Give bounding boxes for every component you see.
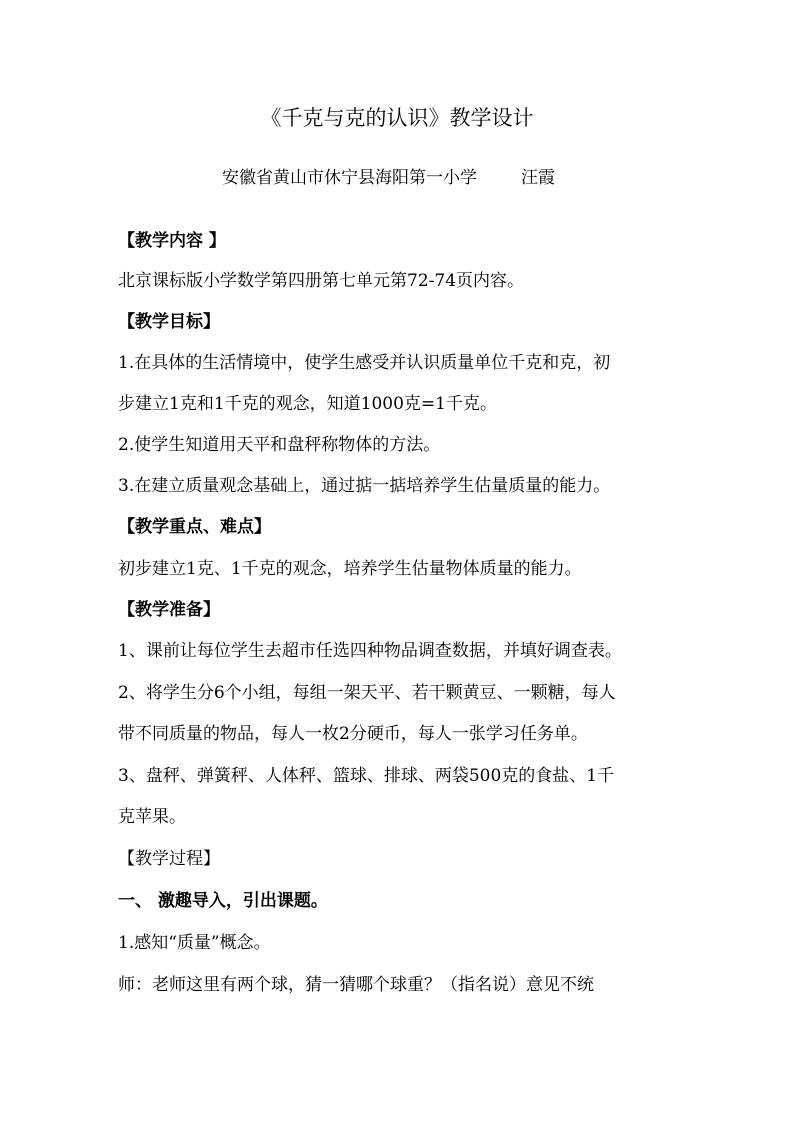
goal-item-1-line-2: 步建立1克和1千克的观念，知道1000克=1千克。 [118,394,497,414]
goals-heading: 【教学目标】 [118,312,220,332]
preparation-item-3-line-1: 3、盘秤、弹簧秤、人体秤、篮球、排球、两袋500克的食盐、1千 [118,766,615,786]
preparation-item-1: 1、课前让每位学生去超市任选四种物品调查数据，并填好调查表。 [118,641,622,661]
key-points-text: 初步建立1克、1千克的观念，培养学生估量物体质量的能力。 [118,559,582,579]
preparation-item-3-line-2: 克苹果。 [118,807,186,827]
author-name: 汪霞 [521,168,555,188]
preparation-item-2-line-1: 2、将学生分6个小组，每组一架天平、若干颗黄豆、一颗糖，每人 [118,683,616,703]
document-title: 《千克与克的认识》教学设计 [260,106,534,130]
content-heading: 【教学内容 】 [118,231,226,251]
goal-item-3: 3.在建立质量观念基础上，通过掂一掂培养学生估量质量的能力。 [118,476,611,496]
preparation-item-2-line-2: 带不同质量的物品，每人一枚2分硬币，每人一张学习任务单。 [118,724,588,744]
process-heading: 【教学过程】 [118,849,220,869]
process-part-1: 一、 激趣导入，引出课题。 [118,891,328,911]
goal-item-2: 2.使学生知道用天平和盘秤称物体的方法。 [118,435,441,455]
preparation-heading: 【教学准备】 [118,600,220,620]
key-points-heading: 【教学重点、难点】 [118,517,271,537]
content-text: 北京课标版小学数学第四册第七单元第72-74页内容。 [118,271,525,291]
goal-item-1-line-1: 1.在具体的生活情境中，使学生感受并认识质量单位千克和克，初 [118,353,611,373]
process-dialogue: 师：老师这里有两个球，猜一猜哪个球重？（指名说）意见不统 [118,975,594,995]
process-step-1: 1.感知“质量”概念。 [118,933,271,953]
author-line [222,165,555,191]
author-school: 安徽省黄山市休宁县海阳第一小学 [222,168,477,188]
